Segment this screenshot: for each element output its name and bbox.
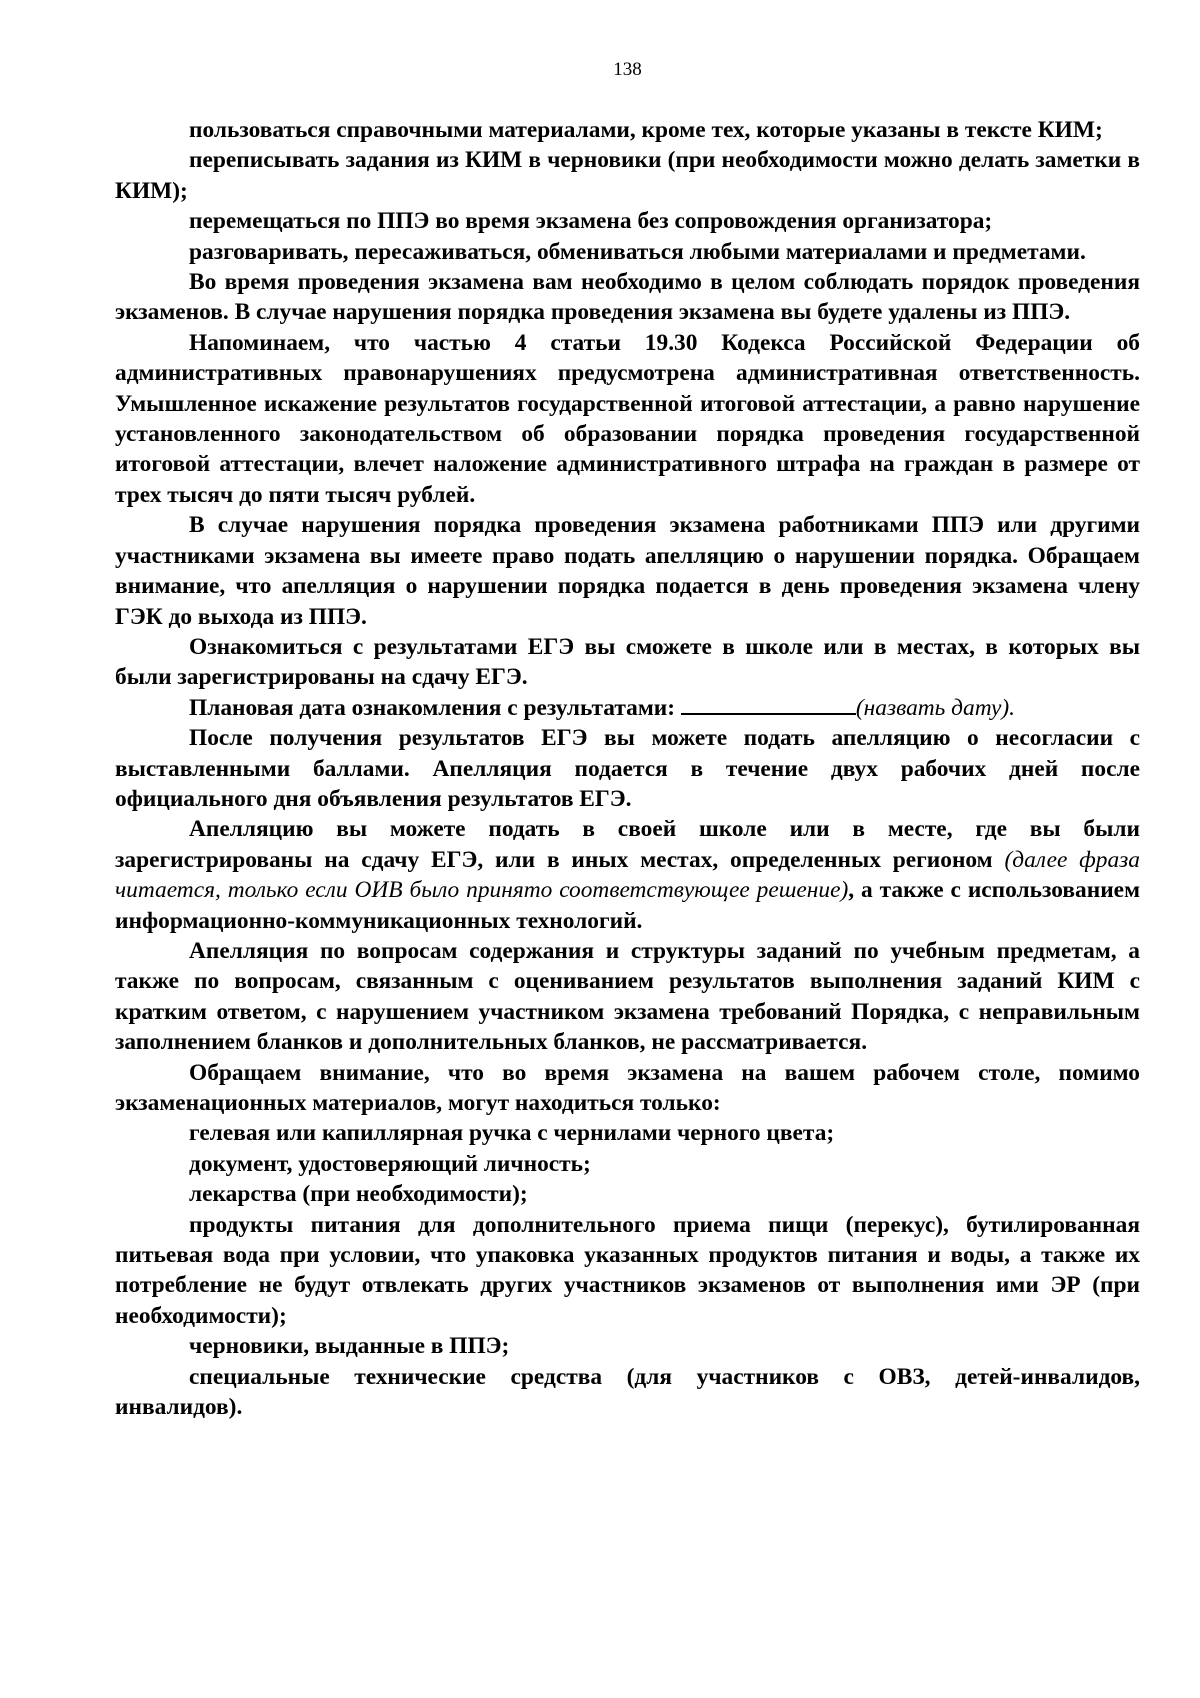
paragraph: переписывать задания из КИМ в черновики (при необходимости можно делать заметки в КИМ); [115,147,1140,204]
paragraph: После получения результатов ЕГЭ вы можете подать апелляцию о несогласии с выставленными баллами. Апелляция подается в течение двух рабочих дней после официального дня объявления результатов ЕГЭ. [115,725,1140,812]
appeal-location-note: (далее фраза читается, только если ОИВ было принято соответствующее решение) [115,846,1140,904]
list-item: продукты питания для дополнительного приема пищи (перекус), бутилированная питьевая вода при условии, что упаковка указанных продуктов питания и воды, а также их потребление не будут отвлекать других участников экзаменов от выполнения ими ЭР (при необходимости); [115,1211,1140,1329]
paragraph: Ознакомиться с результатами ЕГЭ вы сможете в школе или в местах, в которых вы были зарегистрированы на сдачу ЕГЭ. [115,633,1140,691]
page-number: 138 [613,59,642,80]
paragraph: В случае нарушения порядка проведения экзамена работниками ППЭ или другими участниками экзамена вы имеете право подать апелляцию о нарушении порядка. Обращаем внимание, что апелляция о нарушении порядка подается в день проведения экзамена члену ГЭК до выхода из ППЭ. [115,512,1140,630]
list-item: документ, удостоверяющий личность; [189,1150,591,1177]
appeal-location-lead: Апелляцию вы можете подать в своей школе или в месте, где вы были зарегистрированы на сдачу ЕГЭ, или в иных местах, определенных регионом [115,816,1140,873]
paragraph: Обращаем внимание, что во время экзамена на вашем рабочем столе, помимо экзаменационных материалов, могут находиться только: [115,1059,1140,1116]
paragraph: пользоваться справочными материалами, кроме тех, которые указаны в тексте КИМ; [189,117,1103,143]
appeal-location-tail: , а также с использованием информационно-коммуникационных технологий. [115,877,1140,934]
list-item: лекарства (при необходимости); [189,1181,528,1208]
results-date-paragraph [115,693,1140,723]
results-date-instruction: (назвать дату). [855,694,1016,721]
appeal-location-paragraph [115,814,1140,936]
paragraph: Напоминаем, что частью 4 статьи 19.30 Кодекса Российской Федерации об административных правонарушениях предусмотрена административная ответственность. Умышленное искажение результатов государственной итоговой аттестации, а равно нарушение установленного законодательством об образовании порядка проведения государственной итоговой аттестации, влечет наложение административного штрафа на граждан в размере от трех тысяч до пяти тысяч рублей. [115,329,1140,508]
paragraph: разговаривать, пересаживаться, обмениваться любыми материалами и предметами. [189,238,1086,265]
results-date-label: Плановая дата ознакомления с результатами: [189,694,681,721]
list-item: специальные технические средства (для участников с ОВЗ, детей-инвалидов, инвалидов). [115,1363,1140,1421]
document-body [115,115,1140,1422]
list-item: гелевая или капиллярная ручка с чернилами черного цвета; [189,1120,835,1147]
list-item: черновики, выданные в ППЭ; [189,1333,510,1360]
paragraph: Во время проведения экзамена вам необходимо в целом соблюдать порядок проведения экзаменов. В случае нарушения порядка проведения экзамена вы будете удалены из ППЭ. [115,269,1140,326]
date-blank-line [681,693,856,715]
paragraph: перемещаться по ППЭ во время экзамена без сопровождения организатора; [189,208,993,235]
paragraph: Апелляция по вопросам содержания и структуры заданий по учебным предметам, а также по вопросам, связанным с оцениванием результатов выполнения заданий КИМ с кратким ответом, с нарушением участником экзамена требований Порядка, с неправильным заполнением бланков и дополнительных бланков, не рассматривается. [115,937,1140,1056]
